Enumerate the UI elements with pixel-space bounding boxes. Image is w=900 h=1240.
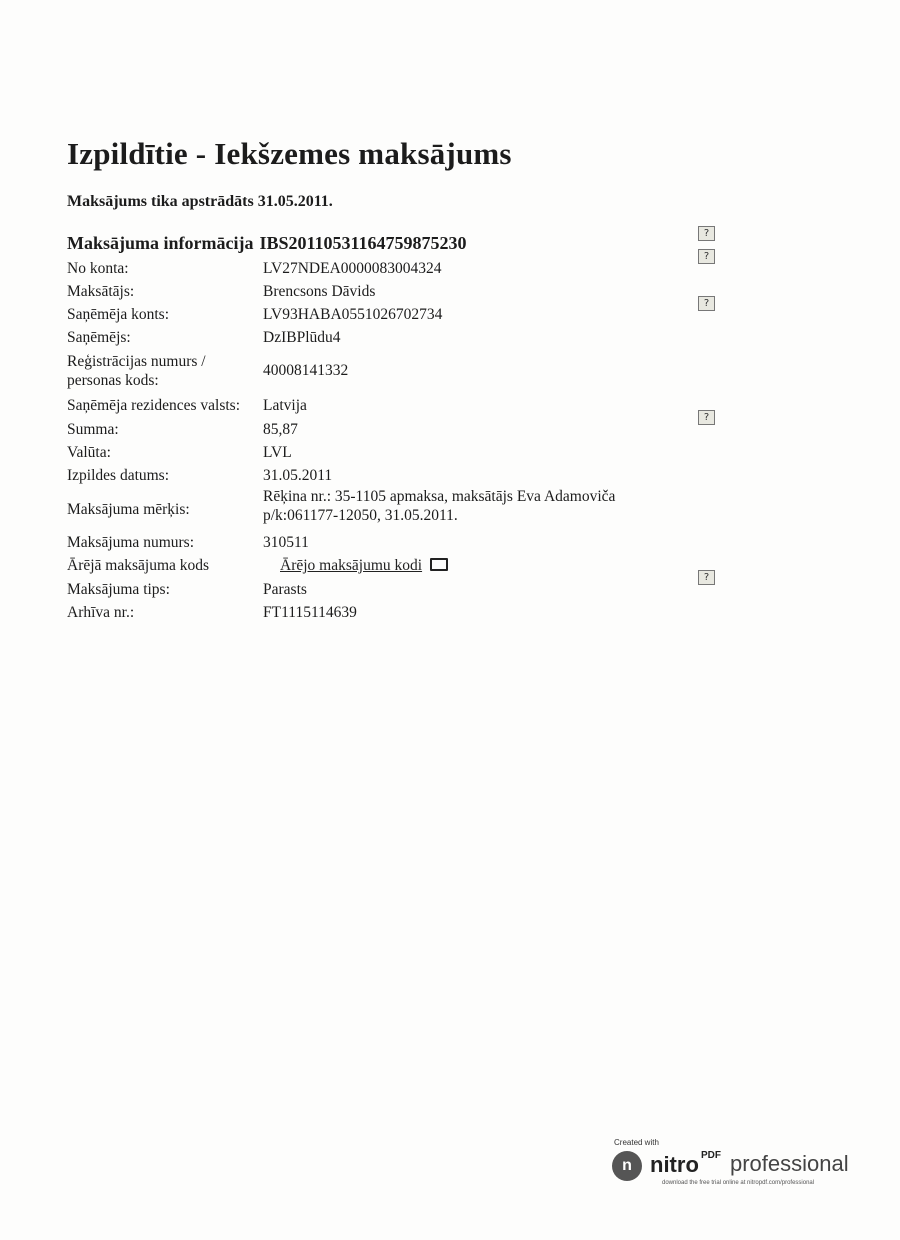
external-codes-link-text[interactable]: Ārējo maksājumu kodi	[280, 557, 423, 574]
help-icon[interactable]: ?	[698, 410, 715, 425]
row-value: Latvija	[263, 397, 307, 414]
row-value: DzIBPlūdu4	[263, 329, 341, 346]
row-label: Valūta:	[67, 444, 111, 461]
external-codes-link[interactable]	[280, 556, 700, 575]
section-heading	[67, 233, 467, 254]
help-icon[interactable]: ?	[698, 296, 715, 311]
row-value: 40008141332	[263, 362, 349, 379]
external-window-icon[interactable]	[430, 558, 448, 571]
row-label: Izpildes datums:	[67, 467, 170, 484]
row-label: Arhīva nr.:	[67, 604, 135, 621]
row-value: Rēķina nr.: 35-1105 apmaksa, maksātājs Eva Adamoviča p/k:061177-12050, 31.05.2011.	[263, 488, 616, 524]
row-value: Brencsons Dāvids	[263, 283, 376, 300]
row-label: Saņēmēja rezidences valsts:	[67, 397, 241, 414]
row-label: Maksājuma tips:	[67, 581, 170, 598]
row-registration-number	[67, 352, 687, 392]
created-with-text: Created with	[614, 1138, 659, 1147]
row-value: FT1115114639	[263, 604, 357, 621]
row-label: Maksātājs:	[67, 283, 135, 300]
row-label: Saņēmējs:	[67, 329, 131, 346]
row-label: No konta:	[67, 260, 129, 277]
nitro-brand-suffix: professional	[730, 1151, 849, 1176]
processed-note: Maksājums tika apstrādāts 31.05.2011.	[67, 193, 333, 210]
row-value: LVL	[263, 444, 292, 461]
row-label: Reģistrācijas numurs / personas kods:	[67, 353, 206, 389]
row-label: Ārējā maksājuma kods	[67, 557, 210, 574]
nitro-pdf-watermark	[612, 1138, 857, 1193]
row-label: Summa:	[67, 421, 119, 438]
row-value: LV27NDEA0000083004324	[263, 260, 442, 277]
row-value: Parasts	[263, 581, 307, 598]
payment-reference: IBS20110531164759875230	[259, 233, 467, 253]
download-note: download the free trial online at nitropdf.com/professional	[662, 1180, 815, 1186]
row-value: LV93HABA0551026702734	[263, 306, 443, 323]
row-value: 310511	[263, 534, 309, 551]
row-label: Saņēmēja konts:	[67, 306, 170, 323]
section-label: Maksājuma informācija	[67, 233, 254, 253]
help-icon[interactable]: ?	[698, 226, 715, 241]
nitro-logo-icon: n	[612, 1151, 642, 1181]
page-title: Izpildītie - Iekšzemes maksājums	[67, 136, 512, 171]
help-icon[interactable]: ?	[698, 249, 715, 264]
row-value: 31.05.2011	[263, 467, 333, 484]
help-icon[interactable]: ?	[698, 570, 715, 585]
nitro-brand: nitro	[650, 1152, 699, 1177]
nitro-brand-sup: PDF	[701, 1150, 721, 1161]
row-value: 85,87	[263, 421, 298, 438]
row-payment-purpose	[67, 487, 687, 531]
row-label: Maksājuma mērķis:	[67, 501, 190, 518]
row-label: Maksājuma numurs:	[67, 534, 194, 551]
